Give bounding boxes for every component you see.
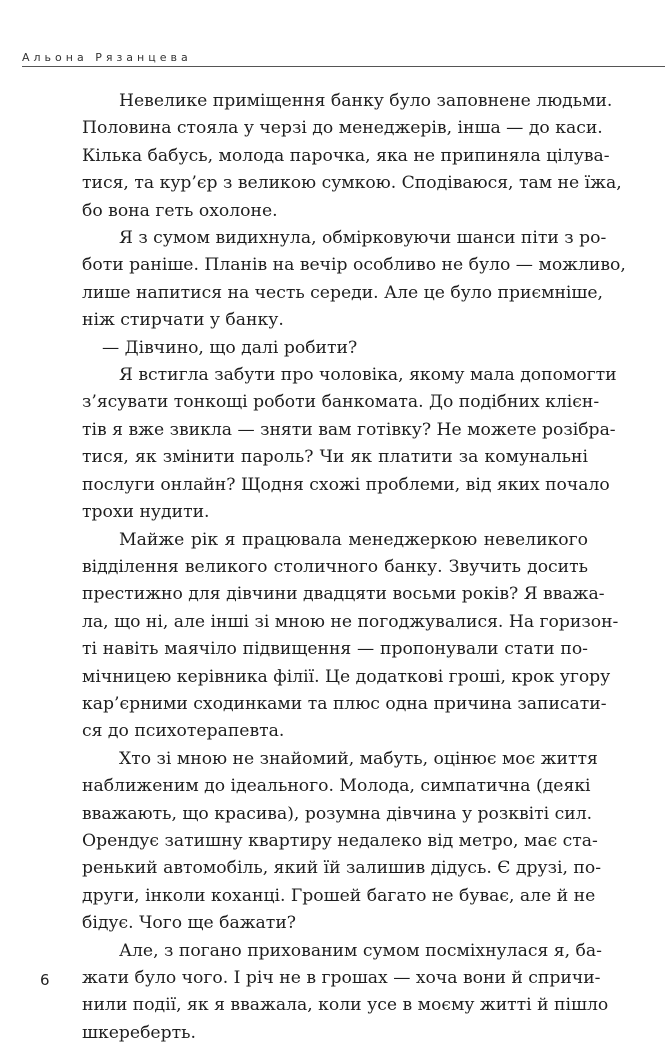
text-line: боти раніше. Планів на вечір особливо не було — можливо, <box>82 255 626 276</box>
page-number: 6 <box>40 971 50 989</box>
text-line: — Дівчино, що далі робити? <box>102 337 358 358</box>
text-line: ренький автомобіль, який їй залишив дідусь. Є друзі, по- <box>82 858 601 879</box>
paragraph <box>82 225 626 335</box>
text-line: нили події, як я вважала, коли усе в моєму житті й пішло <box>82 995 609 1016</box>
paragraph <box>82 527 619 746</box>
text-line: Невелике приміщення банку було заповнене людьми. <box>119 91 613 111</box>
text-line: послуги онлайн? Щодня схожі проблеми, від яких почало <box>82 474 610 495</box>
text-line: Кілька бабусь, молода парочка, яка не припиняла цілува- <box>82 145 610 166</box>
text-line: ті навіть маячіло підвищення — пропонували стати по- <box>82 639 588 660</box>
text-line: Я встигла забути про чоловіка, якому мала допомогти <box>119 365 617 386</box>
text-line: ніж стирчати у банку. <box>82 310 284 331</box>
dialogue-paragraph <box>82 335 588 362</box>
text-line: мічницею керівника філії. Це додаткові гроші, крок угору <box>82 666 611 687</box>
text-line: трохи нудити. <box>82 502 210 523</box>
text-line: Хто зі мною не знайомий, мабуть, оцінює моє життя <box>119 748 598 769</box>
text-line: кар’єрними сходинками та плюс одна причина записати- <box>82 693 607 714</box>
text-line: тів я вже звикла — зняти вам готівку? Не можете розібра- <box>82 419 616 440</box>
text-line: други, інколи коханці. Грошей багато не буває, але й не <box>82 885 596 906</box>
text-line: Орендує затишну квартиру недалеко від метро, має ста- <box>82 830 598 851</box>
text-line: тися, та кур’єр з великою сумкою. Сподіваюся, там не їжа, <box>82 173 622 194</box>
text-line: відділення великого столичного банку. Звучить досить <box>82 556 588 577</box>
paragraph <box>82 88 622 225</box>
text-line: престижно для дівчини двадцяти восьми років? Я вважа- <box>82 584 605 605</box>
body-text <box>82 88 626 1047</box>
paragraph <box>82 746 601 938</box>
text-line: тися, як змінити пароль? Чи як платити за комунальні <box>82 447 588 468</box>
running-header-author: Альона Рязанцева <box>22 51 192 64</box>
header-rule <box>22 66 665 67</box>
text-line: Майже рік я працювала менеджеркою невеликого <box>119 529 588 550</box>
paragraph <box>82 938 609 1047</box>
text-line: Але, з погано прихованим сумом посміхнулася я, ба- <box>119 940 602 961</box>
text-line: жати було чого. І річ не в грошах — хоча вони й спричи- <box>82 968 601 988</box>
text-line: шкереберть. <box>82 1022 196 1043</box>
text-line: ся до психотерапевта. <box>82 721 285 742</box>
text-line: вважають, що красива), розумна дівчина у розквіті сил. <box>82 803 593 824</box>
text-line: ла, що ні, але інші зі мною не погоджувалися. На горизон- <box>82 611 619 632</box>
text-line: Я з сумом видихнула, обмірковуючи шанси піти з ро- <box>119 228 607 249</box>
text-line: наближеним до ідеального. Молода, симпатична (деякі <box>82 776 591 797</box>
text-line: лише напитися на честь середи. Але це було приємніше, <box>82 282 604 303</box>
text-line: бо вона геть охолоне. <box>82 200 278 221</box>
text-line: Половина стояла у черзі до менеджерів, інша — до каси. <box>82 118 603 139</box>
text-line: бідує. Чого ще бажати? <box>82 913 296 934</box>
paragraph <box>82 362 617 526</box>
text-line: з’ясувати тонкощі роботи банкомата. До подібних клієн- <box>82 392 600 413</box>
